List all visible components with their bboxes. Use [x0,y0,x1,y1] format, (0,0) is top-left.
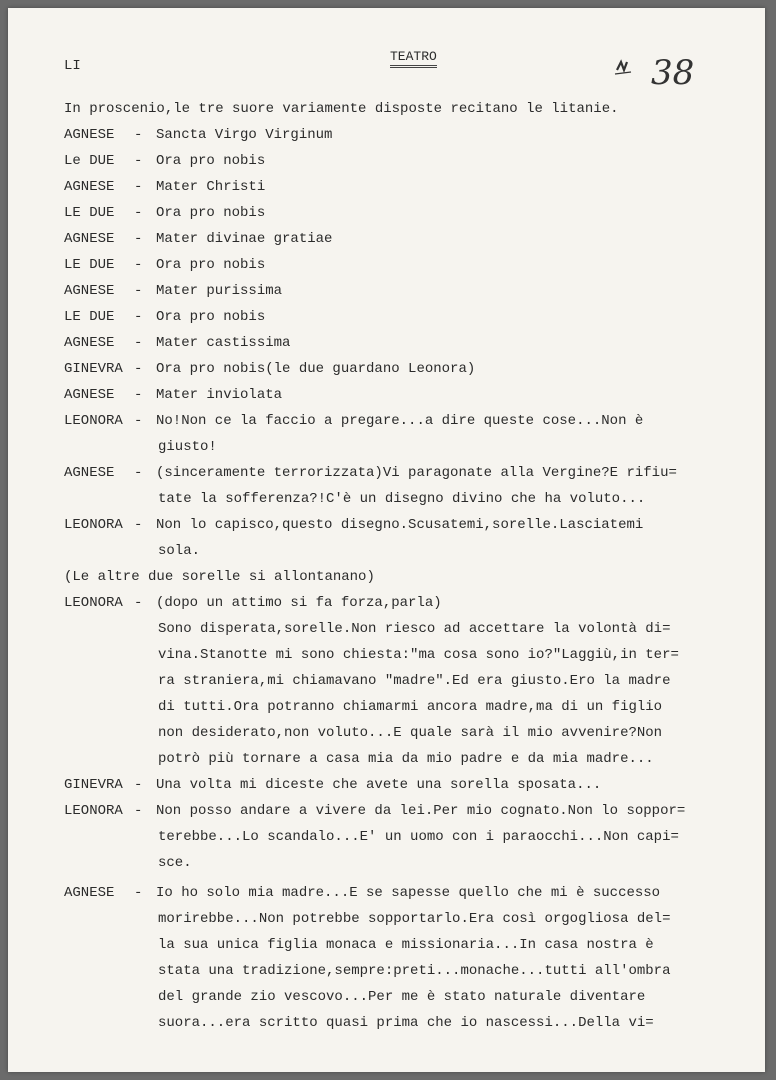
monologue-section [64,590,754,772]
speech-block [64,460,754,512]
litany-line [64,382,754,408]
speaker-name: GINEVRA [64,361,123,377]
speech-block [64,512,754,564]
speech-line [64,460,754,486]
speaker-name: LE DUE [64,205,115,221]
litany-line [64,356,754,382]
speech-continuation: suora...era scritto quasi prima che io nascessi...Della vi= [158,1015,654,1031]
speech-text: Una volta mi diceste che avete una sorella sposata... [156,777,602,793]
opening-stage-direction: In proscenio,le tre suore variamente disposte recitano le litanie. [64,101,619,117]
speech-continuation: stata una tradizione,sempre:preti...monache...tutti all'ombra [158,963,671,979]
dash: - [134,257,143,273]
handwritten-number-text: 38 [651,53,695,93]
speaker-name: AGNESE [64,465,115,481]
dash: - [134,777,143,793]
speech-continuation: terebbe...Lo scandalo...E' un uomo con i paraocchi...Non capi= [158,829,679,845]
speech-block [64,798,754,876]
speech-continuation: di tutti.Ora potranno chiamarmi ancora madre,ma di un figlio [158,699,663,715]
speaker-name: GINEVRA [64,777,123,793]
speech-continuation: del grande zio vescovo...Per me è stato naturale diventare [158,989,646,1005]
litany-text: Ora pro nobis(le due guardano Leonora) [156,361,476,377]
litany-text: Ora pro nobis [156,309,266,325]
speech-continuation: sola. [158,543,201,559]
speaker-name: AGNESE [64,127,115,143]
speech-line [64,590,754,616]
speaker-name: LEONORA [64,517,123,533]
dash: - [134,283,143,299]
speech-text: Non lo capisco,questo disegno.Scusatemi,sorelle.Lasciatemi [156,517,644,533]
dash: - [134,517,143,533]
speech-line [64,798,754,824]
litany-text: Sancta Virgo Virginum [156,127,333,143]
speaker-name: AGNESE [64,885,115,901]
speech-block [64,772,754,798]
dash: - [134,387,143,403]
litany-line [64,278,754,304]
speaker-name: AGNESE [64,179,115,195]
litany-line [64,174,754,200]
dash: - [134,885,143,901]
speech-text: Non posso andare a vivere da lei.Per mio cognato.Non lo soppor= [156,803,686,819]
page-number: LI [64,58,81,74]
speech-block [64,880,754,1036]
litany-text: Mater divinae gratiae [156,231,333,247]
stage-direction: (Le altre due sorelle si allontanano) [64,569,375,585]
speech-line [64,880,754,906]
speech-line [64,772,754,798]
speaker-name: LEONORA [64,595,123,611]
speech-continuation: potrò più tornare a casa mia da mio padre e da mia madre... [158,751,654,767]
speech-text: No!Non ce la faccio a pregare...a dire queste cose...Non è [156,413,644,429]
litany-text: Mater inviolata [156,387,283,403]
dash: - [134,803,143,819]
litany-section [64,122,754,408]
speaker-name: AGNESE [64,231,115,247]
litany-line [64,122,754,148]
litany-text: Ora pro nobis [156,153,266,169]
speaker-name: LEONORA [64,803,123,819]
speaker-name: LE DUE [64,257,115,273]
speaker-name: LE DUE [64,309,115,325]
dialogue-section-b [64,772,754,1036]
speech-continuation: sce. [158,855,192,871]
litany-line [64,252,754,278]
litany-text: Mater castissima [156,335,291,351]
speaker-name: LEONORA [64,413,123,429]
litany-text: Ora pro nobis [156,205,266,221]
litany-line [64,200,754,226]
dash: - [134,413,143,429]
speech-continuation: non desiderato,non voluto...E quale sarà il mio avvenire?Non [158,725,663,741]
litany-text: Mater purissima [156,283,283,299]
speech-block [64,590,754,772]
speaker-name: AGNESE [64,283,115,299]
speech-continuation: vina.Stanotte mi sono chiesta:"ma cosa sono io?"Laggiù,in ter= [158,647,679,663]
speaker-name: AGNESE [64,335,115,351]
speech-line [64,512,754,538]
litany-line [64,330,754,356]
dash: - [134,179,143,195]
speech-text: (sinceramente terrorizzata)Vi paragonate alla Vergine?E rifiu= [156,465,677,481]
dash: - [134,231,143,247]
speech-block [64,408,754,460]
dash: - [134,335,143,351]
speech-continuation: morirebbe...Non potrebbe sopportarlo.Era così orgogliosa del= [158,911,671,927]
litany-line [64,226,754,252]
speech-continuation: giusto! [158,439,217,455]
speech-continuation: la sua unica figlia monaca e missionaria...In casa nostra è [158,937,654,953]
litany-line [64,304,754,330]
dash: - [134,127,143,143]
script-body [64,96,754,1036]
litany-text: Mater Christi [156,179,266,195]
speech-continuation: tate la sofferenza?!C'è un disegno divino che ha voluto... [158,491,646,507]
speech-line [64,408,754,434]
dash: - [134,153,143,169]
speaker-name: AGNESE [64,387,115,403]
dialogue-section-a [64,408,754,564]
dash: - [134,361,143,377]
dash: - [134,309,143,325]
handwritten-page-number [613,48,703,98]
handwritten-mark [613,48,703,98]
speech-continuation: Sono disperata,sorelle.Non riesco ad accettare la volontà di= [158,621,671,637]
dash: - [134,465,143,481]
dash: - [134,595,143,611]
speaker-name: Le DUE [64,153,115,169]
page-title: TEATRO [390,50,437,68]
litany-line [64,148,754,174]
speech-continuation: ra straniera,mi chiamavano "madre".Ed era giusto.Ero la madre [158,673,671,689]
speech-text: (dopo un attimo si fa forza,parla) [156,595,442,611]
speech-text: Io ho solo mia madre...E se sapesse quello che mi è successo [156,885,661,901]
dash: - [134,205,143,221]
litany-text: Ora pro nobis [156,257,266,273]
document-page [8,8,765,1072]
